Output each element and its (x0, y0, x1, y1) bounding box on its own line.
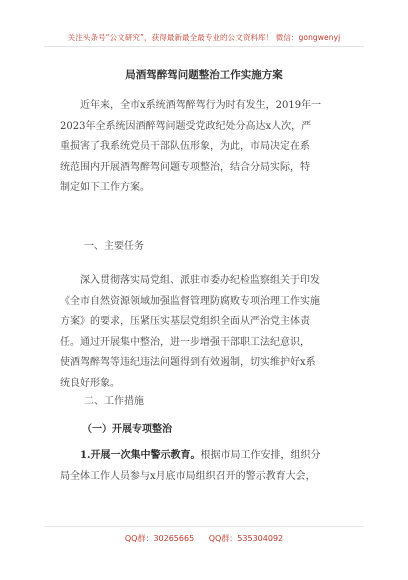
intro-line: 2023年全系统因酒醉驾问题受党政纪处分高达x人次，严 (60, 120, 312, 132)
intro-line: 制定如下工作方案。 (60, 182, 150, 193)
intro-line: 统范围内开展酒驾醉驾问题专项整治，结合分局实际，特 (60, 161, 310, 173)
subsection-heading-special-rectification: （一）开展专项整治 (82, 424, 172, 435)
section-heading-main-tasks: 一、主要任务 (84, 241, 144, 252)
main-tasks-line: 使酒驾醉驾等违纪违法问题得到有效遏制，切实维护好x系 (60, 357, 316, 368)
footer-divider (44, 526, 364, 527)
item-one-text: 根据市局工作安排，组织分 (200, 450, 321, 461)
intro-line: 近年来，全市x系统酒驾醉驾行为时有发生，2019年一 (80, 100, 322, 111)
footer-qq-group-1: QQ群：30265665 (124, 534, 195, 543)
intro-line: 重损害了我系统党员干部队伍形象，为此，市局决定在系 (60, 141, 310, 152)
main-tasks-line: 统良好形象。 (60, 377, 120, 389)
item-one-lead: 1.开展一次集中警示教育。 (80, 450, 201, 461)
main-tasks-paragraph (60, 271, 350, 394)
main-tasks-line: 深入贯彻落实局党组、派驻市委办纪检监察组关于印发 (80, 275, 320, 286)
footer-qq-group-2: QQ群：535304092 (208, 534, 284, 543)
header-promo-note: 关注头条号“公文研究”，获得最新最全最专业的公文资料库！ 微信：gongwenyj (67, 33, 341, 42)
item-one-line: 局全体工作人员参与x月底市局组织召开的警示教育大会， (60, 470, 316, 482)
item-one-paragraph (60, 446, 350, 487)
section-heading-measures: 二、工作措施 (84, 396, 144, 407)
footer-contact (0, 533, 408, 544)
intro-paragraph (60, 96, 350, 199)
document-title: 局酒驾醉驾问题整治工作实施方案 (125, 69, 283, 81)
item-one-line (60, 446, 350, 467)
header-divider (44, 46, 364, 47)
main-tasks-line: 《全市自然资源领域加强监督管理防腐败专项治理工作实施 (60, 295, 320, 307)
main-tasks-line: 任。通过开展集中整治，进一步增强干部职工法纪意识， (60, 336, 310, 348)
main-tasks-line: 方案》的要求，压紧压实基层党组织全面从严治党主体责 (60, 316, 310, 327)
